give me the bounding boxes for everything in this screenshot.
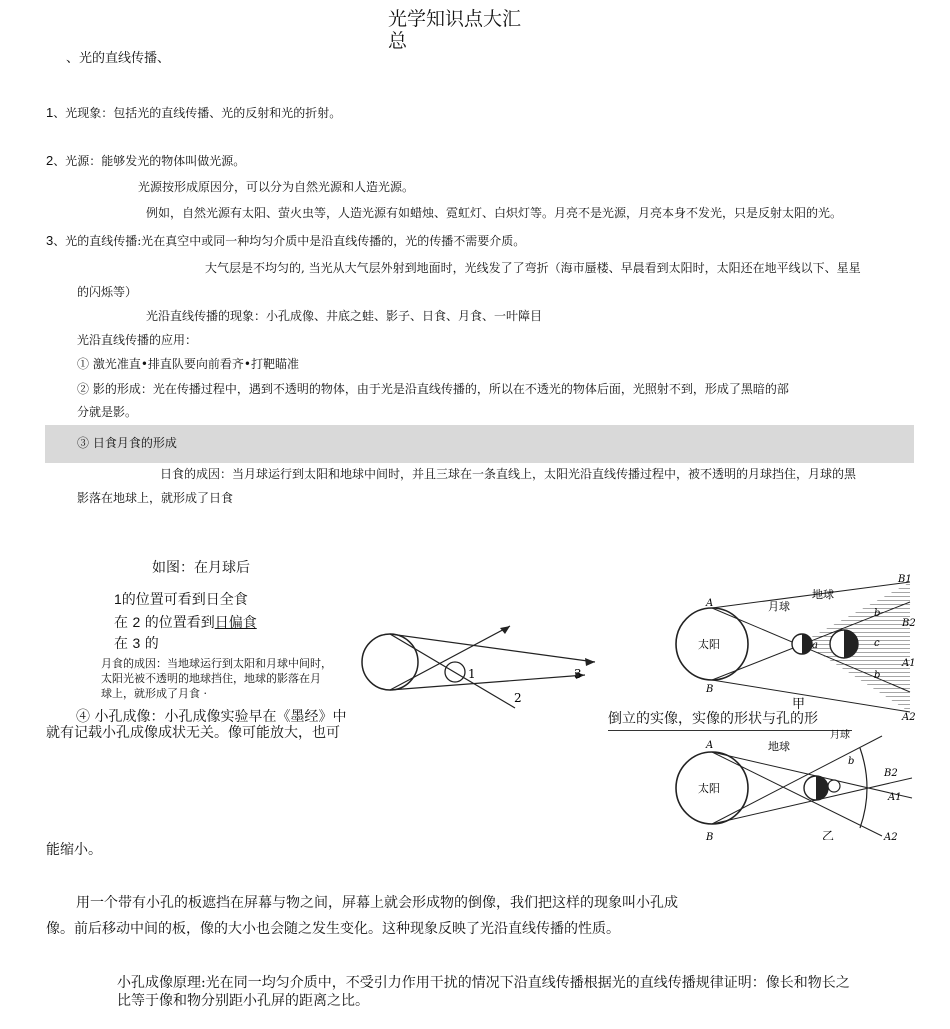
propagation-phenomena: 光沿直线传播的现象：小孔成像、井底之蛙、影子、日食、月食、一叶障目 <box>146 309 543 323</box>
pinhole-fragment: 倒立的实像，实像的形状与孔的形 <box>608 708 852 731</box>
point-a2-label: A2 <box>902 712 916 722</box>
application-2-line-2: 分就是影。 <box>77 405 138 419</box>
figure-note-line-2: 1的位置可看到日全食 <box>114 591 248 608</box>
light-source-classification: 光源按形成原因分，可以分为自然光源和人造光源。 <box>138 180 415 194</box>
application-2-line-1: ② 影的形成：光在传播过程中，遇到不透明的物体，由于光是沿直线传播的，所以在不透光的物体后面，光照射不到，形成了黑暗的部 <box>77 382 789 396</box>
pinhole-paragraph-line-1: 用一个带有小孔的板遮挡在屏幕与物之间，屏幕上就会形成物的倒像，我们把这样的现象叫小孔成 <box>76 895 678 911</box>
section-heading: 、光的直线传播、 <box>66 51 171 66</box>
sun-label: 太阳 <box>698 782 720 795</box>
point-b-label: B <box>706 832 714 840</box>
point-b-small-label: b <box>874 608 881 619</box>
figure-note-line-3: 在 2 的位置看到日偏食 <box>114 614 257 631</box>
point-b2-label: B2 <box>884 768 898 779</box>
lunar-eclipse-line-1: 月食的成因：当地球运行到太阳和月球中间时， <box>101 657 332 670</box>
figure-note-line-4: 在 3 的 <box>114 635 159 652</box>
moon-circle <box>828 780 840 792</box>
diagram-label-3: 3 <box>574 667 582 681</box>
point-a1-label: A1 <box>888 792 902 803</box>
earth-label: 地球 <box>768 740 790 753</box>
pinhole-line-3: 能缩小。 <box>46 842 102 858</box>
point-a-label: A <box>706 598 714 609</box>
moon-label: 月球 <box>768 600 790 613</box>
lunar-eclipse-line-3: 球上，就形成了月食 · <box>101 687 207 700</box>
item-1: 1、光现象：包括光的直线传播、光的反射和光的折射。 <box>46 105 342 120</box>
solar-eclipse-diagram-top <box>662 572 924 726</box>
earth-label: 地球 <box>812 588 834 601</box>
point-b-small-label: b <box>848 756 855 767</box>
pinhole-principle-line-2: 比等于像和物分别距小孔屏的距离之比。 <box>117 993 369 1009</box>
point-a1-label: A1 <box>902 658 916 669</box>
application-1: ① 激光准直•排直队要向前看齐•打靶瞄准 <box>77 357 299 371</box>
point-b-label: B <box>706 684 714 695</box>
point-c-label: c <box>874 638 880 649</box>
lunar-eclipse-diagram <box>360 620 600 714</box>
item-3: 3、光的直线传播:光在真空中或同一种均匀介质中是沿直线传播的，光的传播不需要介质。 <box>46 233 526 248</box>
pinhole-principle-line-1: 小孔成像原理:光在同一均匀介质中，不受引力作用干扰的情况下沿直线传播根据光的直线传播规律证明：像长和物长之 <box>117 975 850 991</box>
atmosphere-line-1: 大气层是不均匀的, 当光从大气层外射到地面时，光线发了了弯折（海市蜃楼、早晨看到太阳时，太阳还在地平线以下、星星 <box>205 261 861 275</box>
point-a-small-label: a <box>812 640 818 651</box>
propagation-applications: 光沿直线传播的应用： <box>77 333 198 347</box>
diagram-label-1: 1 <box>468 667 476 681</box>
light-source-examples: 例如，自然光源有太阳、萤火虫等，人造光源有如蜡烛、霓虹灯、白炽灯等。月亮不是光源，月亮本身不发光，只是反射太阳的光。 <box>146 206 843 220</box>
diagram-label-2: 2 <box>514 691 522 705</box>
moon-label: 月球 <box>830 730 850 741</box>
point-a2-label: A2 <box>884 832 898 840</box>
page-title: 光学知识点大汇 <box>388 8 522 30</box>
pinhole-line-1: ④ 小孔成像：小孔成像实验早在《墨经》中 <box>76 709 347 725</box>
pinhole-paragraph-line-2: 像。前后移动中间的板，像的大小也会随之发生变化。这种现象反映了光沿直线传播的性质。 <box>46 921 620 937</box>
solar-eclipse-line-1: 日食的成因：当月球运行到太阳和地球中间时，并且三球在一条直线上，太阳光沿直线传播过程中，被不透明的月球挡住，月球的黑 <box>160 467 857 481</box>
lunar-eclipse-line-2: 太阳光被不透明的地球挡住，地球的影落在月 <box>101 672 321 685</box>
diagram-caption-top: 甲 <box>792 697 806 712</box>
page-title-continued: 总 <box>388 30 408 52</box>
application-3: ③ 日食月食的形成 <box>77 436 177 450</box>
solar-eclipse-line-2: 影落在地球上，就形成了日食 <box>77 491 234 505</box>
point-b-small-label-2: b <box>874 670 881 681</box>
atmosphere-line-2: 的闪烁等） <box>77 285 138 299</box>
point-b2-label: B2 <box>902 618 916 629</box>
pinhole-line-2: 就有记载小孔成像成状无关。像可能放大，也可 <box>46 725 340 741</box>
sun-label: 太阳 <box>698 638 720 651</box>
solar-eclipse-diagram-bottom <box>662 728 924 844</box>
item-2: 2、光源：能够发光的物体叫做光源。 <box>46 153 246 168</box>
figure-note-line-1: 如图：在月球后 <box>152 560 250 576</box>
point-b1-label: B1 <box>898 574 912 585</box>
point-a-label: A <box>706 740 714 751</box>
sun-circle <box>362 634 418 690</box>
diagram-caption-bottom: 乙 <box>822 829 835 840</box>
